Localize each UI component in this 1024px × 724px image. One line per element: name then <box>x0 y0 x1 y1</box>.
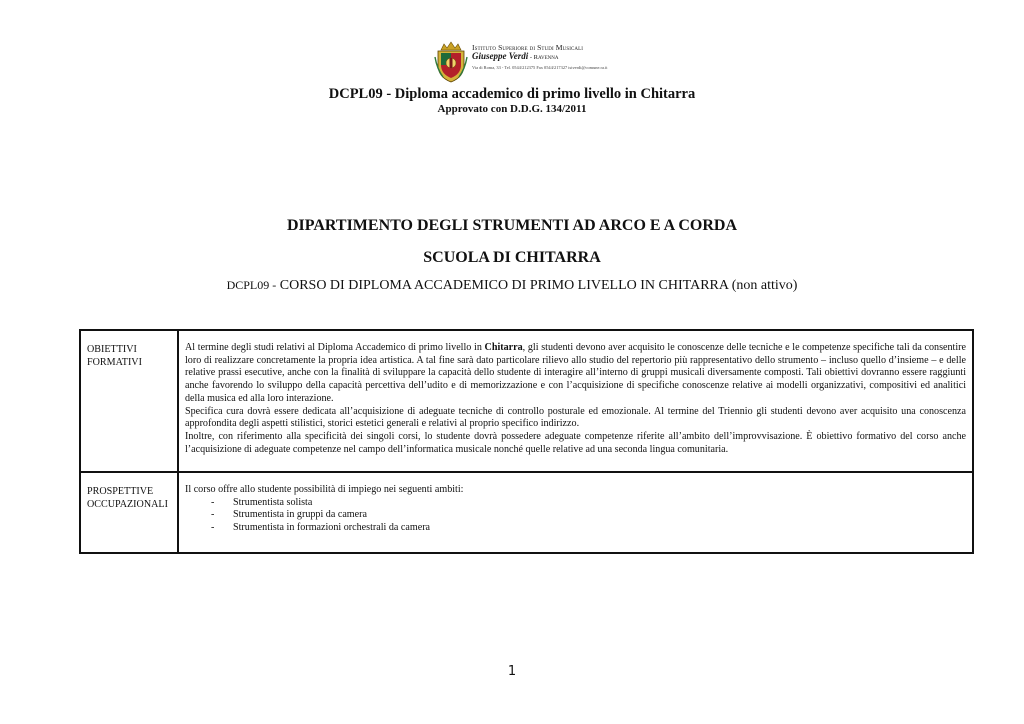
objectives-content <box>178 330 973 472</box>
institute-name: Istituto Superiore di Studi Musicali <box>472 43 584 52</box>
school-heading: SCUOLA DI CHITARRA <box>423 249 601 266</box>
prospects-intro: Il corso offre allo studente possibilità di impiego nei seguenti ambiti: <box>185 484 464 495</box>
crest-logo-icon <box>434 41 468 83</box>
list-item: - Strumentista solista <box>211 497 966 510</box>
institute-subtitle <box>472 52 607 62</box>
conservatory-name: Giuseppe Verdi <box>472 50 529 61</box>
letterhead <box>434 41 634 85</box>
department-heading: DIPARTIMENTO DEGLI STRUMENTI AD ARCO E A CORDA <box>286 217 738 234</box>
row-label-prospects <box>80 472 178 553</box>
instrument-name: Chitarra <box>484 342 523 353</box>
objectives-paragraph: Inoltre, con riferimento alla specificità dei singoli corsi, lo studente dovrà possedere adeguate competenze riferite all’ambito dell’improvvisazione. È obiettivo formativo del corso anche l’acquisizione di adeguate competenze nel campo dell’informatica musicale nonché quelle relative ad una seconda lingua comunitaria. <box>185 430 966 455</box>
course-info-table <box>79 329 974 554</box>
list-item: - Strumentista in gruppi da camera <box>211 509 966 522</box>
label-line: OBIETTIVI <box>87 344 137 355</box>
prospects-content <box>178 472 973 553</box>
label-line: OCCUPAZIONALI <box>87 498 168 510</box>
list-item: - Strumentista in formazioni orchestrali da camera <box>211 522 966 535</box>
approval-note: Approvato con D.D.G. 134/2011 <box>437 103 587 115</box>
institute-address: Via di Roma, 33 - Tel. 0544/212375 Fax 0544/217327 istverdi@comune.ra.it <box>472 64 608 70</box>
objectives-paragraph: Specifica cura dovrà essere dedicata all’acquisizione di adeguate tecniche di controllo posturale ed emozionale. Al termine del Triennio gli studenti devono aver acquisito una conoscenza approfondita degli aspetti stilistici, storici estetici generali e relativi al proprio specifico indirizzo. <box>185 405 966 430</box>
course-heading <box>0 278 1024 294</box>
objectives-paragraph <box>185 342 966 406</box>
institute-city: - Ravenna <box>528 53 559 61</box>
row-label-objectives <box>80 330 178 472</box>
text-span: Al termine degli studi relativi al Diploma Accademico di primo livello in <box>185 342 485 353</box>
page-number: 1 <box>507 664 517 679</box>
course-title: CORSO DI DIPLOMA ACCADEMICO DI PRIMO LIVELLO IN CHITARRA (non attivo) <box>276 278 798 293</box>
course-code: DCPL09 - <box>226 278 277 292</box>
prospects-list <box>185 497 966 535</box>
label-line: PROSPETTIVE <box>87 486 154 497</box>
table-row <box>80 330 973 472</box>
document-title: DCPL09 - Diploma accademico di primo livello in Chitarra <box>328 86 696 102</box>
text-span: , gli studenti devono aver acquisito le conoscenze delle tecniche e le competenze specifiche tali da consentire loro di realizzare concretamente la propria idea artistica. A tal fine sarà dato particolare rilievo allo studio del repertorio più rappresentativo dello strumento – incluso quello d’insieme – e delle relative prassi esecutive, anche con la finalità di sviluppare la capacità dello studente di interagire all’interno di gruppi musicali diversamente composti. Tali obiettivi dovranno essere raggiunti anche favorendo lo sviluppo della capacità percettiva dell’udito e di memorizzazione e con l’acquisizione di specifiche conoscenze relative ai modelli organizzativi, compositivi ed analitici della musica ed alla loro interazione. <box>185 342 966 404</box>
label-line: FORMATIVI <box>87 356 142 368</box>
table-row <box>80 472 973 553</box>
